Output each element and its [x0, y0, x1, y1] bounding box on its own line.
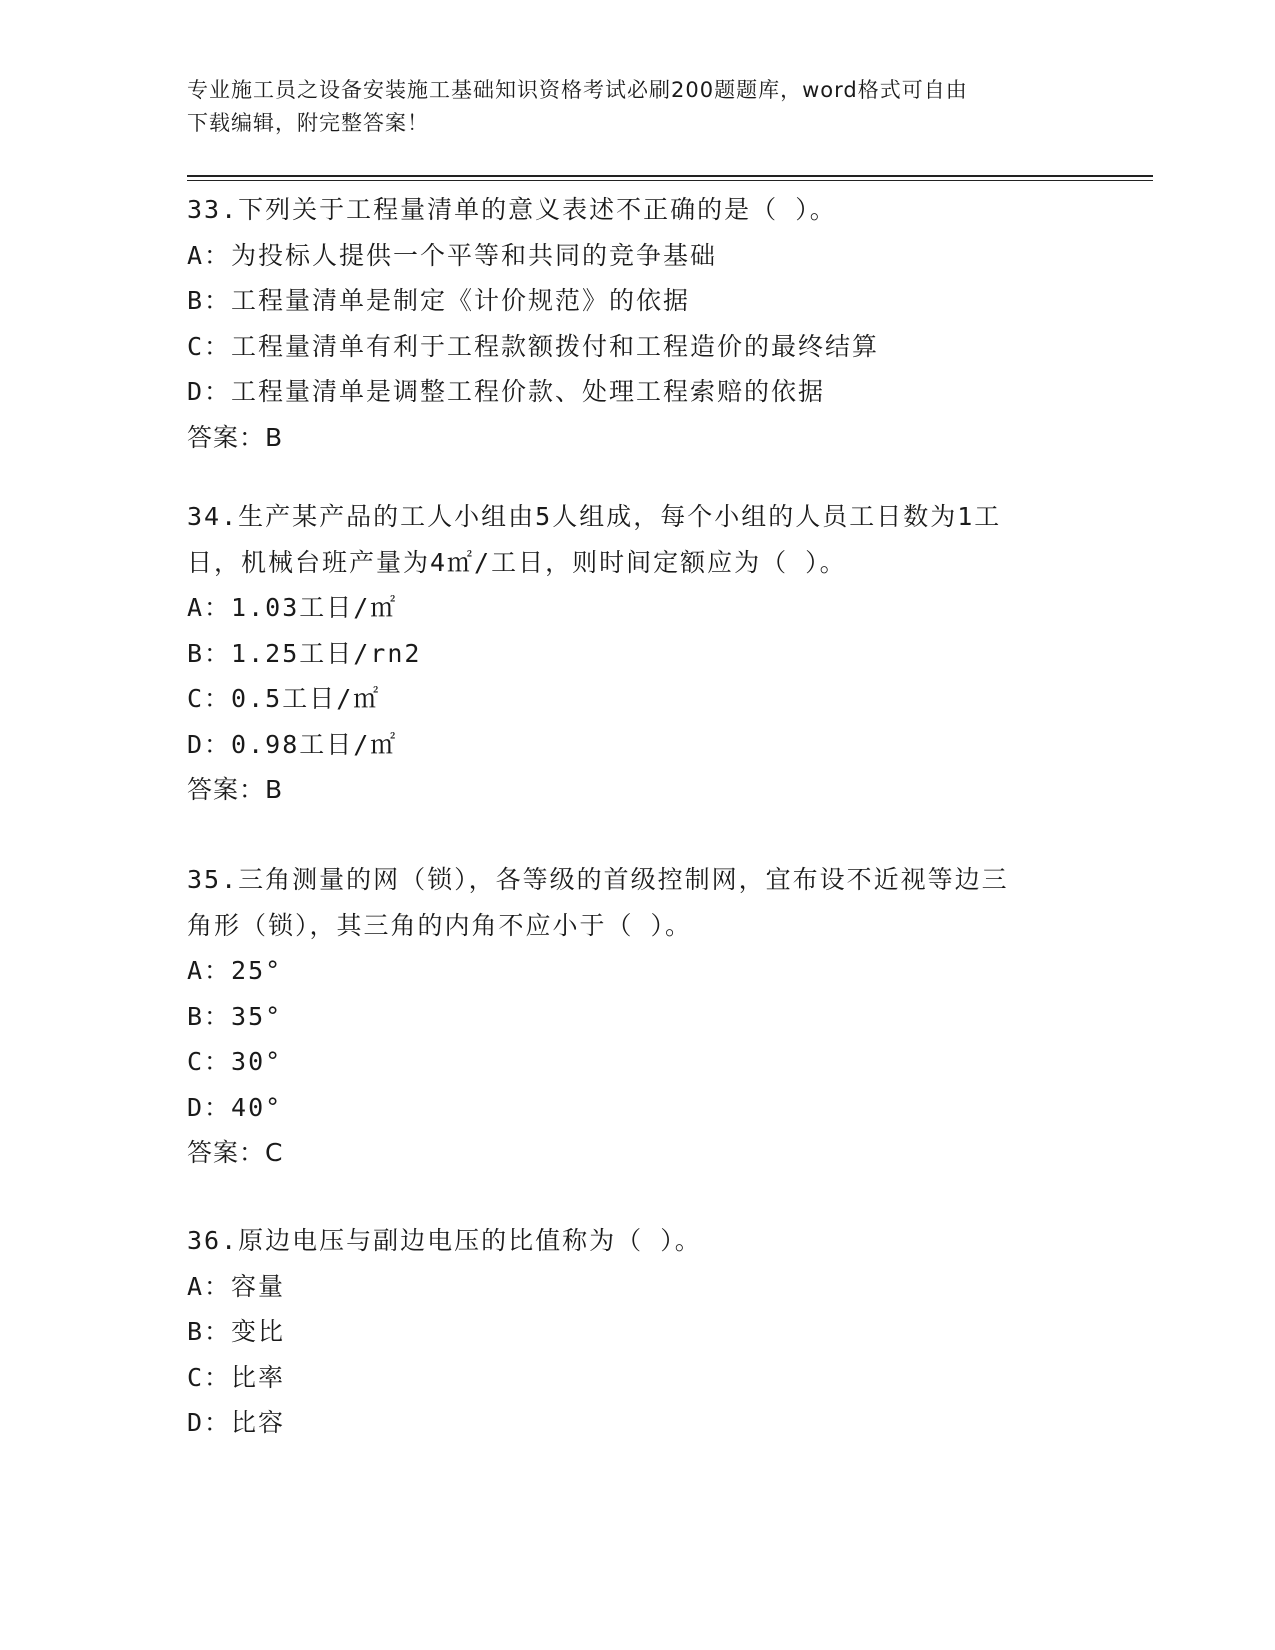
- option-c: C：30°: [187, 1047, 283, 1076]
- option-c: C：0.5工日/㎡: [187, 684, 381, 713]
- option-b: B：35°: [187, 1001, 283, 1031]
- option-a: A：容量: [187, 1271, 286, 1301]
- option-d: D：工程量清单是调整工程价款、处理工程索赔的依据: [187, 377, 826, 406]
- question-36: [187, 1218, 1087, 1446]
- option-b: B：1.25工日/rn2: [187, 638, 422, 668]
- question-stem-line-1: 34.生产某产品的工人小组由5人组成，每个小组的人员工日数为1工: [187, 502, 1002, 531]
- header-line-2: 下载编辑，附完整答案！: [187, 111, 429, 135]
- option-a: A：为投标人提供一个平等和共同的竞争基础: [187, 240, 718, 270]
- question-stem-line-1: 35.三角测量的网（锁），各等级的首级控制网，宜布设不近视等边三: [187, 865, 1009, 894]
- header-line-1: 专业施工员之设备安装施工基础知识资格考试必刷200题题库，word格式可自由: [187, 78, 968, 102]
- option-a: A：25°: [187, 956, 283, 985]
- answer: 答案：B: [187, 775, 284, 804]
- answer: 答案：C: [187, 1138, 284, 1167]
- question-35: [187, 857, 1087, 1176]
- option-a: A：1.03工日/㎡: [187, 593, 398, 622]
- option-b: B：工程量清单是制定《计价规范》的依据: [187, 286, 691, 315]
- question-stem-line-2: 日，机械台班产量为4㎡/工日，则时间定额应为（ ）。: [187, 547, 847, 577]
- option-c: C：工程量清单有利于工程款额拨付和工程造价的最终结算: [187, 331, 880, 361]
- answer: 答案：B: [187, 422, 284, 452]
- option-b: B：变比: [187, 1317, 286, 1346]
- document-header: [187, 74, 1087, 140]
- question-stem: 36.原边电压与副边电压的比值称为（ ）。: [187, 1226, 702, 1255]
- header-rule-thick: [187, 175, 1153, 177]
- header-rule-thin: [187, 180, 1153, 181]
- question-stem: 33.下列关于工程量清单的意义表述不正确的是（ ）。: [187, 195, 837, 224]
- option-d: D：比容: [187, 1408, 286, 1437]
- question-34: [187, 494, 1087, 813]
- option-c: C：比率: [187, 1362, 286, 1392]
- option-d: D：40°: [187, 1092, 283, 1122]
- question-33: [187, 187, 1087, 460]
- option-d: D：0.98工日/㎡: [187, 729, 398, 759]
- question-stem-line-2: 角形（锁），其三角的内角不应小于（ ）。: [187, 910, 693, 940]
